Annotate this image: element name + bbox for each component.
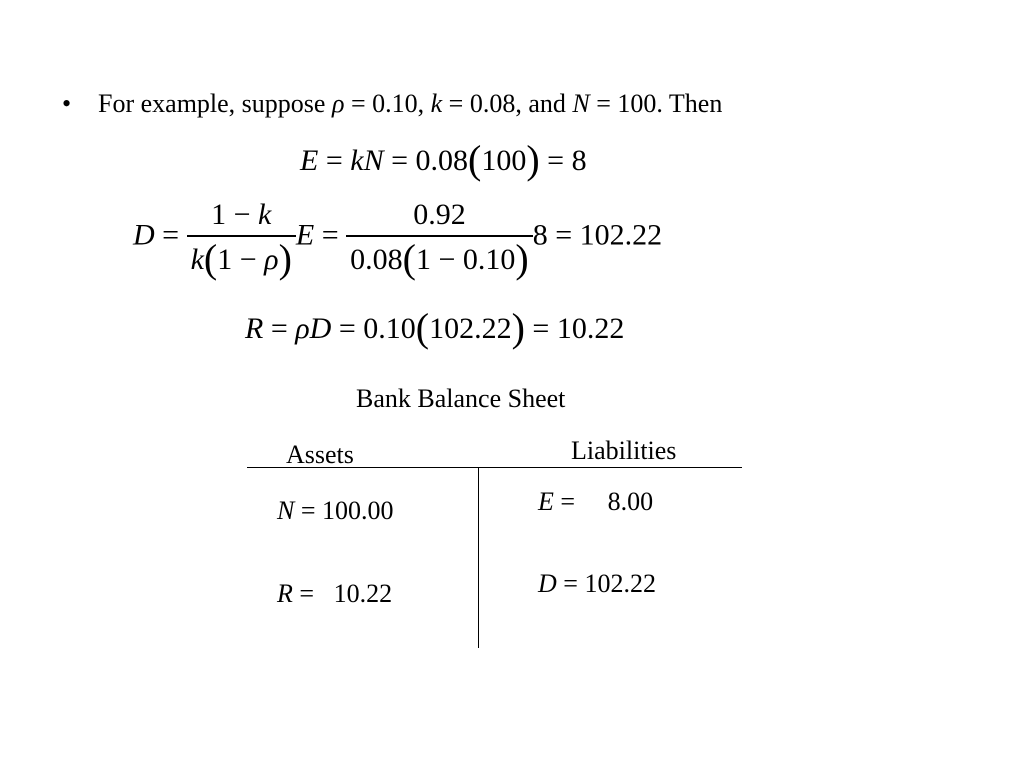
liability-row-equity (538, 487, 653, 517)
eq1-N: N (363, 144, 384, 177)
eq2-frac2-num: 0.92 (346, 197, 533, 237)
eq2-frac2-den-mid: 1 − 0.10 (415, 243, 516, 276)
eq2-fraction-2 (346, 197, 533, 281)
eq1-result: = 8 (539, 144, 587, 177)
n-symbol: N (572, 89, 590, 118)
assets-header: Assets (286, 440, 354, 469)
rho-symbol: ρ (331, 89, 345, 118)
eq2-eq-b: = (314, 218, 347, 252)
equation-deposits (133, 197, 663, 281)
eq1-rparen: ) (526, 137, 540, 182)
eq2-frac2-den (346, 236, 533, 281)
n-value: = 100. Then (589, 89, 723, 118)
bullet-dot: • (62, 89, 72, 118)
eq3-val: 102.22 (429, 312, 512, 345)
liabilities-header: Liabilities (571, 436, 677, 465)
eq2-frac1-lparen: ( (203, 236, 218, 281)
asset-value: 100.00 (322, 496, 394, 525)
k-value: = 0.08, and (442, 89, 573, 118)
eq2-frac2-den-pre: 0.08 (350, 243, 403, 276)
asset-symbol: N (277, 496, 295, 525)
eq3-lparen: ( (415, 305, 430, 350)
eq2-eq-a: = (154, 218, 187, 252)
liability-value: 8.00 (607, 487, 654, 516)
rho-value: = 0.10, (344, 89, 431, 118)
eq2-E: E (295, 218, 315, 252)
eq2-frac2-rparen: ) (515, 236, 529, 281)
equation-equity (300, 137, 587, 182)
t-account-vertical-line (478, 468, 479, 648)
eq3-coef: = 0.10 (331, 312, 416, 345)
eq2-frac1-den (187, 236, 296, 281)
eq1-eq: = (318, 144, 351, 177)
liability-symbol: D (538, 569, 557, 598)
liability-value: 102.22 (584, 569, 656, 598)
eq1-coef: = 0.08 (383, 144, 469, 177)
eq1-k: k (350, 144, 364, 177)
eq2-frac1-den-k: k (190, 243, 204, 276)
eq3-result: = 10.22 (524, 312, 625, 345)
asset-eq: = (294, 496, 323, 525)
eq2-frac1-num (187, 197, 296, 237)
equation-reserves (245, 305, 625, 350)
eq3-rho: ρ (295, 312, 310, 345)
asset-row-loans (277, 496, 394, 526)
eq1-lparen: ( (468, 137, 482, 182)
liability-eq: = (553, 487, 608, 516)
eq3-eq-a: = (263, 312, 296, 345)
eq3-rparen: ) (511, 305, 525, 350)
eq2-frac1-num-pre: 1 − (211, 198, 259, 231)
eq3-D: D (309, 312, 332, 345)
asset-value: 10.22 (333, 579, 393, 608)
eq1-val: 100 (481, 144, 527, 177)
eq2-tail: 8 = 102.22 (532, 218, 663, 252)
asset-eq: = (292, 579, 334, 608)
eq2-frac1-den-mid: 1 − (217, 243, 265, 276)
eq1-E: E (300, 144, 319, 177)
balance-sheet-title: Bank Balance Sheet (356, 384, 566, 413)
eq2-frac1-num-k: k (258, 198, 272, 231)
eq2-frac1-den-rho: ρ (264, 243, 279, 276)
bullet-text-pre: For example, suppose (98, 89, 332, 118)
t-account-horizontal-line (247, 467, 742, 468)
bullet-line (62, 86, 722, 122)
eq2-frac1-rparen: ) (278, 236, 292, 281)
liability-symbol: E (538, 487, 554, 516)
asset-symbol: R (277, 579, 293, 608)
eq2-frac2-lparen: ( (402, 236, 416, 281)
liability-eq: = (556, 569, 585, 598)
eq3-R: R (245, 312, 264, 345)
k-symbol: k (430, 89, 443, 118)
liability-row-deposits (538, 569, 656, 599)
eq2-fraction-1 (187, 197, 296, 281)
eq2-D: D (133, 218, 155, 252)
asset-row-reserves (277, 579, 392, 609)
